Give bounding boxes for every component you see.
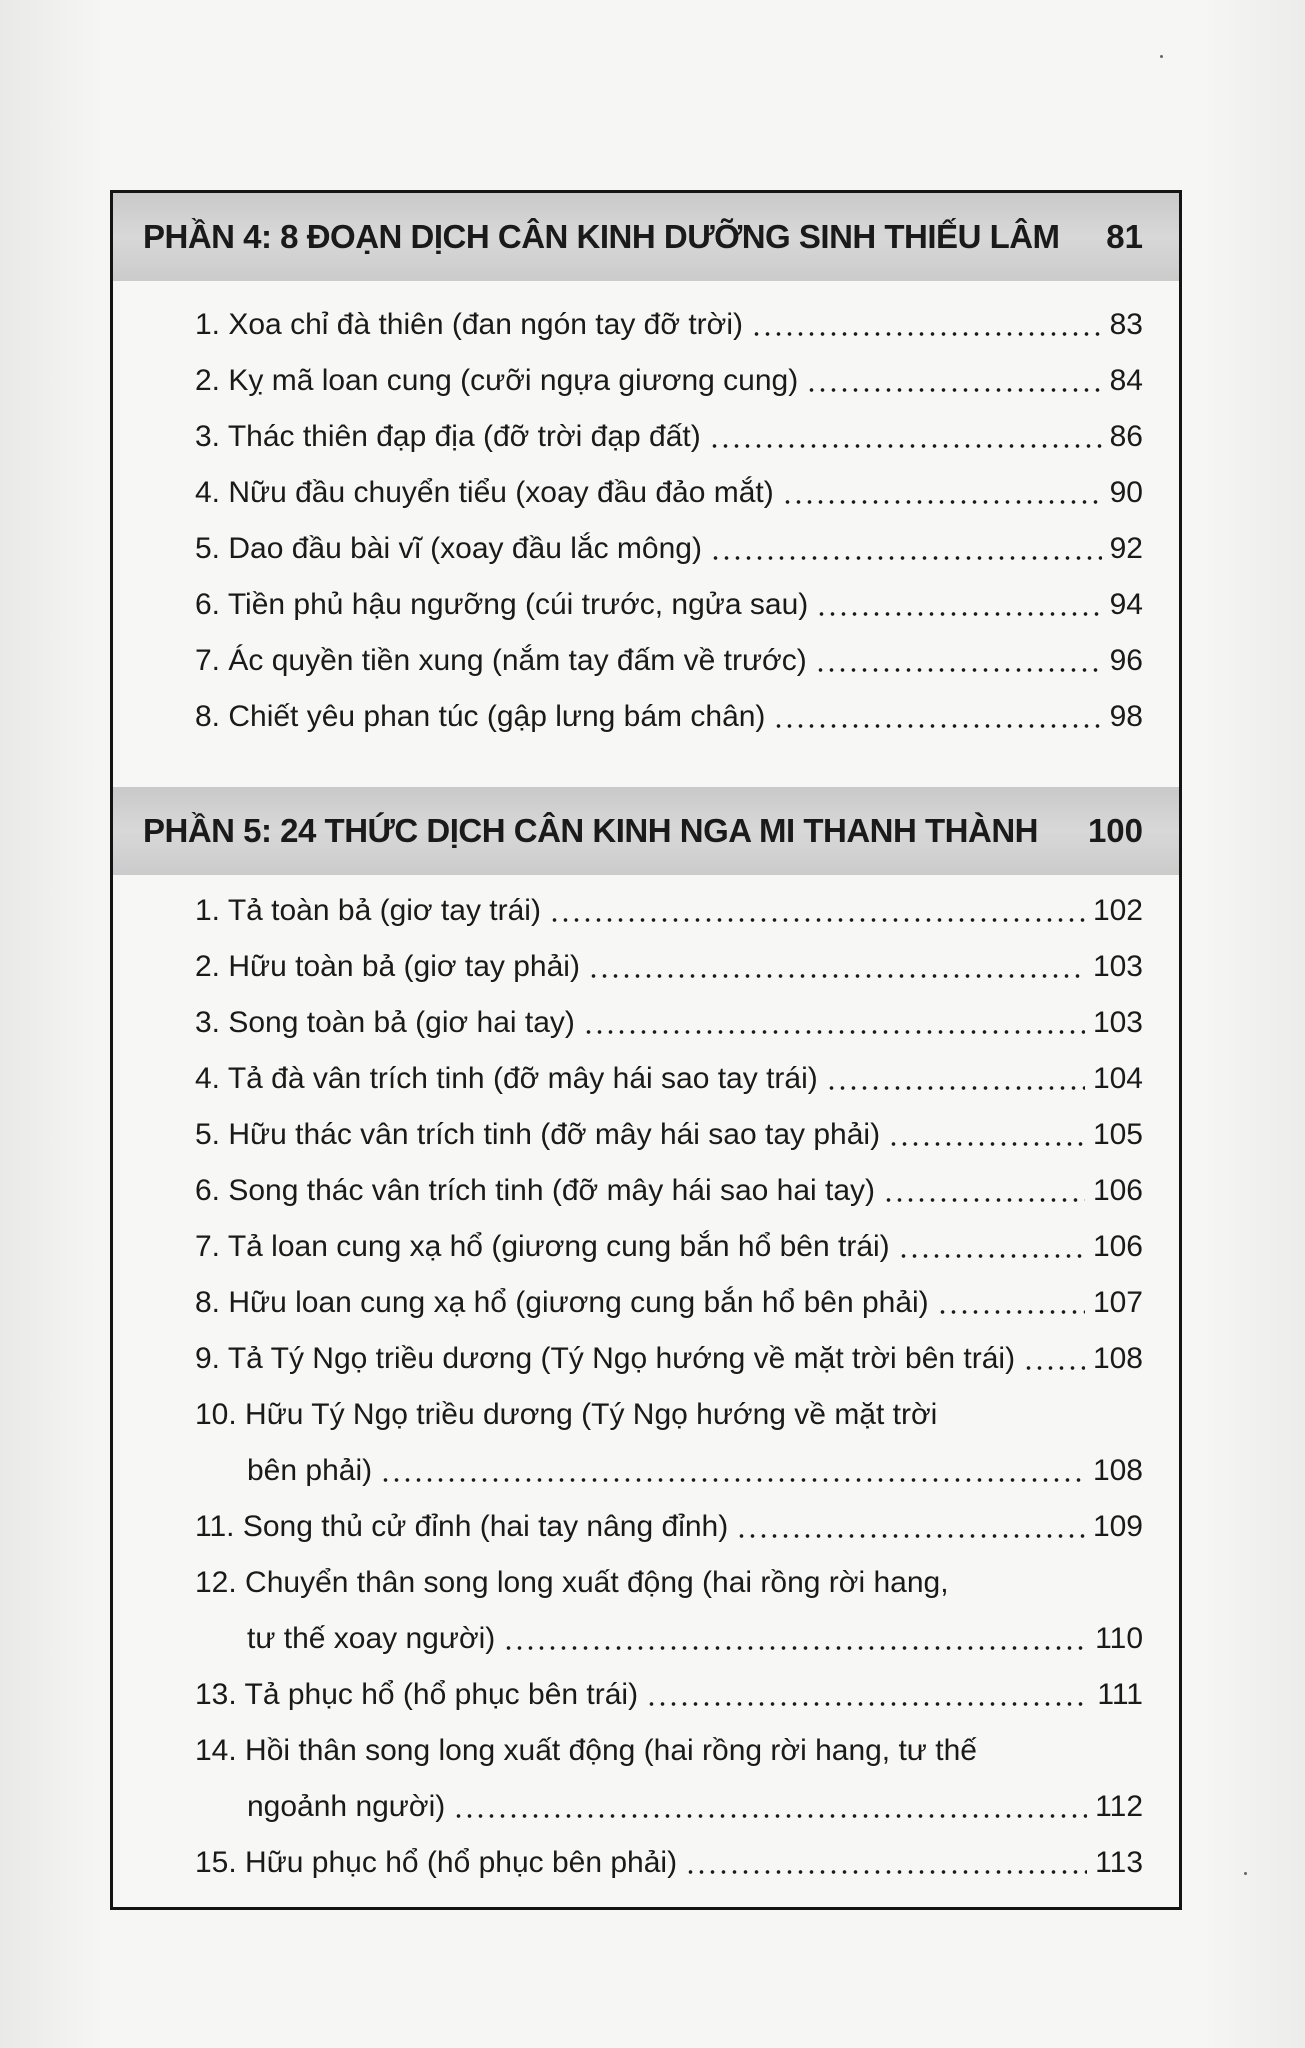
dot-leader <box>736 1534 1085 1538</box>
dot-leader <box>588 974 1085 978</box>
entry-title: 7. Tả loan cung xạ hổ (giương cung bắn hổ bên trái) <box>195 1230 890 1263</box>
toc-entry[interactable] <box>195 1275 1143 1331</box>
section-4-header[interactable] <box>113 193 1179 281</box>
dot-leader <box>773 724 1101 728</box>
dot-leader <box>816 612 1101 616</box>
entry-page-number: 90 <box>1109 476 1143 509</box>
entry-page-number: 113 <box>1095 1846 1143 1879</box>
dot-leader <box>709 444 1102 448</box>
entry-title: 8. Hữu loan cung xạ hổ (giương cung bắn hổ bên phải) <box>195 1286 929 1319</box>
entry-page-number: 111 <box>1097 1678 1143 1711</box>
dot-leader <box>453 1814 1087 1818</box>
toc-entry[interactable] <box>195 353 1143 409</box>
entry-title: 4. Nữu đầu chuyển tiểu (xoay đầu đảo mắt) <box>195 476 774 509</box>
section-title: PHẦN 4: 8 ĐOẠN DỊCH CÂN KINH DƯỠNG SINH THIẾU LÂM <box>143 218 1060 255</box>
toc-entry[interactable] <box>195 883 1143 939</box>
entry-title: 5. Dao đầu bài vĩ (xoay đầu lắc mông) <box>195 532 702 565</box>
toc-entry[interactable] <box>195 1163 1143 1219</box>
toc-entry[interactable] <box>195 1667 1143 1723</box>
entry-page-number: 109 <box>1092 1510 1143 1543</box>
toc-entry[interactable] <box>195 939 1143 995</box>
section-5-entry-list <box>195 883 1143 1891</box>
entry-title: 12. Chuyển thân song long xuất động (hai rồng rời hang, <box>195 1566 949 1599</box>
entry-page-number: 112 <box>1095 1790 1143 1823</box>
dot-leader <box>815 668 1102 672</box>
toc-entry[interactable] <box>195 1051 1143 1107</box>
entry-title-continuation: bên phải) <box>247 1454 373 1487</box>
entry-title-continuation: tư thế xoay người) <box>247 1622 496 1655</box>
dot-leader <box>549 918 1085 922</box>
entry-page-number: 84 <box>1109 364 1143 397</box>
entry-title: 15. Hữu phục hổ (hổ phục bên phải) <box>195 1846 678 1879</box>
toc-entry[interactable] <box>195 689 1143 745</box>
dot-leader <box>646 1702 1089 1706</box>
entry-title: 8. Chiết yêu phan túc (gập lưng bám chân) <box>195 700 766 733</box>
toc-entry[interactable] <box>195 1107 1143 1163</box>
section-5-header[interactable] <box>113 787 1179 875</box>
dot-leader <box>503 1646 1087 1650</box>
entry-title: 3. Song toàn bả (giơ hai tay) <box>195 1006 575 1039</box>
entry-page-number: 108 <box>1092 1454 1143 1487</box>
entry-title: 2. Hữu toàn bả (giơ tay phải) <box>195 950 580 983</box>
entry-title: 6. Song thác vân trích tinh (đỡ mây hái sao hai tay) <box>195 1174 876 1207</box>
entry-title: 2. Kỵ mã loan cung (cưỡi ngựa giương cung) <box>195 364 799 397</box>
toc-entry[interactable] <box>195 1331 1143 1387</box>
entry-page-number: 103 <box>1092 1006 1143 1039</box>
dot-leader <box>710 556 1102 560</box>
section-title: PHẦN 5: 24 THỨC DỊCH CÂN KINH NGA MI THANH THÀNH <box>143 812 1038 849</box>
toc-entry[interactable] <box>195 297 1143 353</box>
entry-page-number: 98 <box>1109 700 1143 733</box>
entry-page-number: 102 <box>1092 894 1143 927</box>
section-4-entry-list <box>195 297 1143 745</box>
dot-leader <box>806 388 1101 392</box>
section-page-number: 100 <box>1087 812 1143 849</box>
toc-entry[interactable] <box>195 1499 1143 1555</box>
entry-page-number: 106 <box>1092 1174 1143 1207</box>
entry-title: 1. Xoa chỉ đà thiên (đan ngón tay đỡ trời) <box>195 308 743 341</box>
entry-title: 4. Tả đà vân trích tinh (đỡ mây hái sao tay trái) <box>195 1062 818 1095</box>
paper-speck <box>1244 1872 1247 1875</box>
entry-page-number: 104 <box>1092 1062 1143 1095</box>
entry-page-number: 105 <box>1092 1118 1143 1151</box>
dot-leader <box>782 500 1102 504</box>
entry-page-number: 86 <box>1109 420 1143 453</box>
dot-leader <box>937 1310 1085 1314</box>
toc-entry[interactable] <box>195 521 1143 577</box>
dot-leader <box>888 1142 1085 1146</box>
toc-entry[interactable] <box>195 409 1143 465</box>
toc-entry[interactable] <box>195 1387 1143 1499</box>
dot-leader <box>380 1478 1085 1482</box>
entry-title: 5. Hữu thác vân trích tinh (đỡ mây hái sao tay phải) <box>195 1118 881 1151</box>
dot-leader <box>583 1030 1085 1034</box>
toc-entry[interactable] <box>195 577 1143 633</box>
toc-entry[interactable] <box>195 633 1143 689</box>
toc-entry[interactable] <box>195 465 1143 521</box>
entry-title: 11. Song thủ cử đỉnh (hai tay nâng đỉnh) <box>195 1510 729 1543</box>
dot-leader <box>883 1198 1085 1202</box>
section-page-number: 81 <box>1106 218 1143 255</box>
entry-title: 9. Tả Tý Ngọ triều dương (Tý Ngọ hướng về mặt trời bên trái) <box>195 1342 1016 1375</box>
entry-title: 13. Tả phục hổ (hổ phục bên trái) <box>195 1678 639 1711</box>
dot-leader <box>685 1870 1087 1874</box>
entry-page-number: 107 <box>1092 1286 1143 1319</box>
toc-entry[interactable] <box>195 995 1143 1051</box>
entry-page-number: 92 <box>1109 532 1143 565</box>
toc-entry[interactable] <box>195 1835 1143 1891</box>
toc-entry[interactable] <box>195 1723 1143 1835</box>
toc-entry[interactable] <box>195 1219 1143 1275</box>
toc-entry[interactable] <box>195 1555 1143 1667</box>
entry-title: 7. Ác quyền tiền xung (nắm tay đấm về trước) <box>195 644 807 677</box>
entry-page-number: 108 <box>1092 1342 1143 1375</box>
entry-page-number: 96 <box>1109 644 1143 677</box>
entry-page-number: 94 <box>1109 588 1143 621</box>
dot-leader <box>751 332 1102 336</box>
dot-leader <box>898 1254 1085 1258</box>
entry-title: 10. Hữu Tý Ngọ triều dương (Tý Ngọ hướng về mặt trời <box>195 1398 938 1431</box>
entry-page-number: 110 <box>1095 1622 1143 1655</box>
table-of-contents-frame <box>110 190 1182 1910</box>
entry-title: 1. Tả toàn bả (giơ tay trái) <box>195 894 541 927</box>
entry-title-continuation: ngoảnh người) <box>247 1790 446 1823</box>
dot-leader <box>1023 1366 1085 1370</box>
entry-title: 3. Thác thiên đạp địa (đỡ trời đạp đất) <box>195 420 701 453</box>
entry-page-number: 103 <box>1092 950 1143 983</box>
entry-title: 6. Tiền phủ hậu ngưỡng (cúi trước, ngửa sau) <box>195 588 809 621</box>
dot-leader <box>826 1086 1085 1090</box>
paper-speck <box>1160 55 1163 58</box>
entry-page-number: 83 <box>1109 308 1143 341</box>
entry-title: 14. Hồi thân song long xuất động (hai rồng rời hang, tư thế <box>195 1734 977 1767</box>
entry-page-number: 106 <box>1092 1230 1143 1263</box>
